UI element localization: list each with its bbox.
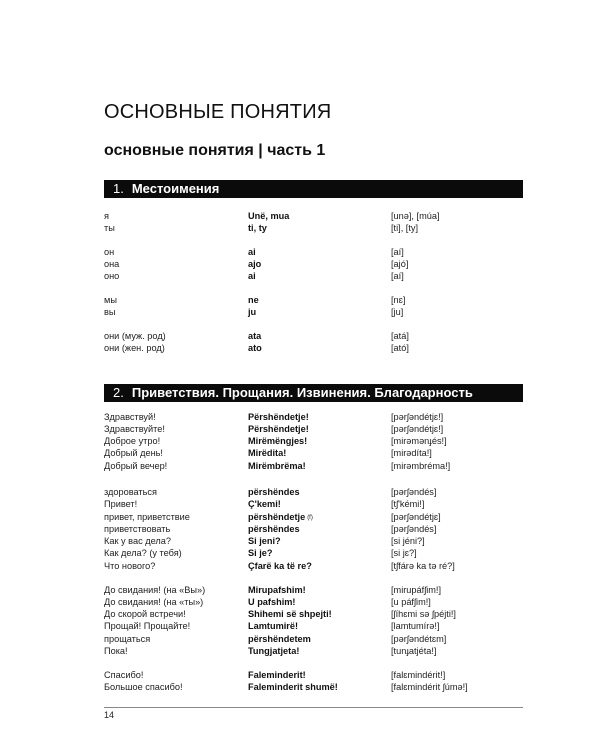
albanian-word: Tungjatjeta! bbox=[248, 646, 300, 656]
albanian-word: Mirupafshim! bbox=[248, 585, 306, 595]
albanian-word: Si jeni? bbox=[248, 536, 281, 546]
albanian-term bbox=[248, 258, 261, 270]
albanian-word: përshëndetem bbox=[248, 634, 311, 644]
russian-term: приветствовать bbox=[104, 524, 171, 534]
transcription: [tunɟatjéta!] bbox=[391, 646, 437, 656]
albanian-word: Mirëdita! bbox=[248, 448, 287, 458]
russian-term: Здравствуй! bbox=[104, 412, 156, 422]
russian-term: Что нового? bbox=[104, 561, 156, 571]
russian-term: Спасибо! bbox=[104, 670, 144, 680]
transcription: [pərʃəndés] bbox=[391, 524, 437, 534]
vocab-row bbox=[0, 411, 600, 423]
albanian-term bbox=[248, 547, 273, 559]
russian-term: я bbox=[104, 211, 109, 221]
vocab-row bbox=[0, 560, 600, 572]
transcription: [ju] bbox=[391, 307, 404, 317]
albanian-term bbox=[248, 560, 312, 572]
section-header-greetings bbox=[104, 384, 523, 402]
albanian-term bbox=[248, 523, 300, 535]
albanian-term bbox=[248, 423, 309, 435]
vocab-row bbox=[0, 681, 600, 693]
vocab-row bbox=[0, 486, 600, 498]
albanian-term bbox=[248, 645, 299, 657]
albanian-word: Faleminderit! bbox=[248, 670, 306, 680]
russian-term: вы bbox=[104, 307, 116, 317]
albanian-word: ajo bbox=[248, 259, 262, 269]
albanian-term bbox=[248, 681, 338, 693]
russian-term: Пока! bbox=[104, 646, 128, 656]
section-number: 1. bbox=[113, 181, 124, 196]
albanian-word: ju bbox=[248, 307, 257, 317]
albanian-term bbox=[248, 608, 332, 620]
albanian-term bbox=[248, 342, 262, 354]
transcription: [aí] bbox=[391, 247, 404, 257]
vocab-row bbox=[0, 596, 600, 608]
vocab-row bbox=[0, 511, 600, 523]
russian-term: До свидания! (на «Вы») bbox=[104, 585, 206, 595]
vocab-row bbox=[0, 330, 600, 342]
transcription: [ató] bbox=[391, 343, 409, 353]
russian-term: Большое спасибо! bbox=[104, 682, 183, 692]
transcription: [pərʃəndétjɛ!] bbox=[391, 424, 444, 434]
russian-term: Как дела? (у тебя) bbox=[104, 548, 182, 558]
albanian-term bbox=[248, 669, 306, 681]
albanian-term bbox=[248, 306, 256, 318]
russian-term: мы bbox=[104, 295, 117, 305]
albanian-word: Përshëndetje! bbox=[248, 412, 309, 422]
section-number: 2. bbox=[113, 385, 124, 400]
albanian-word: përshëndes bbox=[248, 524, 300, 534]
russian-term: она bbox=[104, 259, 120, 269]
albanian-term bbox=[248, 460, 306, 472]
transcription: [mirupáfʃim!] bbox=[391, 585, 442, 595]
transcription: [lamtumírə!] bbox=[391, 621, 440, 631]
vocab-row bbox=[0, 435, 600, 447]
albanian-term bbox=[248, 330, 261, 342]
russian-term: Доброе утро! bbox=[104, 436, 161, 446]
albanian-term bbox=[248, 210, 289, 222]
vocab-row bbox=[0, 270, 600, 282]
albanian-word: ata bbox=[248, 331, 262, 341]
transcription: [ajó] bbox=[391, 259, 409, 269]
russian-term: прощаться bbox=[104, 634, 151, 644]
albanian-word: Ç'kemi! bbox=[248, 499, 281, 509]
russian-term: Привет! bbox=[104, 499, 138, 509]
transcription: [si jéni?] bbox=[391, 536, 425, 546]
albanian-word: U pafshim! bbox=[248, 597, 296, 607]
albanian-term bbox=[248, 633, 311, 645]
transcription: [mirəmbréma!] bbox=[391, 461, 451, 471]
albanian-term bbox=[248, 498, 281, 510]
page-title: ОСНОВНЫЕ ПОНЯТИЯ bbox=[104, 101, 332, 123]
russian-term: он bbox=[104, 247, 115, 257]
vocab-row bbox=[0, 294, 600, 306]
vocab-row bbox=[0, 258, 600, 270]
transcription: [atá] bbox=[391, 331, 409, 341]
albanian-term bbox=[248, 486, 300, 498]
page-number: 14 bbox=[104, 710, 115, 720]
vocab-row bbox=[0, 447, 600, 459]
albanian-word: Unë, mua bbox=[248, 211, 290, 221]
albanian-term bbox=[248, 596, 295, 608]
vocab-row bbox=[0, 523, 600, 535]
section-title: Местоимения bbox=[131, 181, 220, 196]
transcription: [nɛ] bbox=[391, 295, 406, 305]
russian-term: Добрый вечер! bbox=[104, 461, 168, 471]
russian-term: ты bbox=[104, 223, 115, 233]
albanian-word: përshëndetje bbox=[248, 512, 306, 522]
albanian-term bbox=[248, 435, 307, 447]
albanian-word: Mirëmbrëma! bbox=[248, 461, 306, 471]
russian-term: До скорой встречи! bbox=[104, 609, 186, 619]
transcription: [ti], [ty] bbox=[391, 223, 419, 233]
vocab-row bbox=[0, 547, 600, 559]
footer-divider bbox=[104, 707, 523, 708]
russian-term: оно bbox=[104, 271, 120, 281]
vocab-row bbox=[0, 498, 600, 510]
transcription: [mirədíta!] bbox=[391, 448, 432, 458]
albanian-word: ai bbox=[248, 271, 256, 281]
albanian-word: ti, ty bbox=[248, 223, 267, 233]
transcription: [pərʃəndétɛm] bbox=[391, 634, 447, 644]
transcription: [si jɛ?] bbox=[391, 548, 417, 558]
transcription: [pərʃəndétjɛ!] bbox=[391, 412, 444, 422]
russian-term: Здравствуйте! bbox=[104, 424, 165, 434]
vocab-row bbox=[0, 210, 600, 222]
vocab-row bbox=[0, 535, 600, 547]
vocab-row bbox=[0, 306, 600, 318]
vocab-row bbox=[0, 423, 600, 435]
section-header-pronouns bbox=[104, 180, 523, 198]
transcription: [falɛmindérit ʃúmə!] bbox=[391, 682, 468, 692]
vocab-row bbox=[0, 246, 600, 258]
albanian-word: Si je? bbox=[248, 548, 273, 558]
albanian-word: Lamtumirë! bbox=[248, 621, 299, 631]
albanian-term bbox=[248, 411, 309, 423]
albanian-word: Shihemi së shpejti! bbox=[248, 609, 332, 619]
albanian-term bbox=[248, 620, 298, 632]
albanian-word: Mirëmëngjes! bbox=[248, 436, 308, 446]
russian-term: здороваться bbox=[104, 487, 157, 497]
russian-term: До свидания! (на «ты») bbox=[104, 597, 204, 607]
albanian-term bbox=[248, 246, 256, 258]
vocab-row bbox=[0, 620, 600, 632]
transcription: [falɛmindérit!] bbox=[391, 670, 446, 680]
russian-term: они (муж. род) bbox=[104, 331, 166, 341]
transcription: [pərʃəndétjɛ] bbox=[391, 512, 441, 522]
transcription: [tʃ'kémi!] bbox=[391, 499, 425, 509]
albanian-word: Faleminderit shumë! bbox=[248, 682, 338, 692]
section-title: Приветствия. Прощания. Извинения. Благодарность bbox=[131, 385, 473, 400]
albanian-word: ai bbox=[248, 247, 256, 257]
transcription: [u páfʃim!] bbox=[391, 597, 431, 607]
albanian-term bbox=[248, 584, 306, 596]
transcription: [tʃfárə ka tə ré?] bbox=[391, 561, 455, 571]
vocab-row bbox=[0, 633, 600, 645]
transcription: [aí] bbox=[391, 271, 404, 281]
transcription: [unə], [múa] bbox=[391, 211, 440, 221]
transcription: [pərʃəndés] bbox=[391, 487, 437, 497]
albanian-term bbox=[248, 447, 286, 459]
gender-note: (f) bbox=[307, 515, 313, 521]
albanian-term bbox=[248, 535, 281, 547]
russian-term: привет, приветствие bbox=[104, 512, 190, 522]
vocab-row bbox=[0, 222, 600, 234]
vocab-row bbox=[0, 669, 600, 681]
albanian-word: Përshëndetje! bbox=[248, 424, 309, 434]
russian-term: Прощай! Прощайте! bbox=[104, 621, 191, 631]
albanian-word: ato bbox=[248, 343, 262, 353]
albanian-term bbox=[248, 222, 267, 234]
vocab-row bbox=[0, 342, 600, 354]
transcription: [mirəmənɟés!] bbox=[391, 436, 447, 446]
transcription: [ʃíhɛmi sə ʃpéjti!] bbox=[391, 609, 456, 619]
vocab-row bbox=[0, 460, 600, 472]
albanian-word: përshëndes bbox=[248, 487, 300, 497]
albanian-word: Çfarë ka të re? bbox=[248, 561, 312, 571]
page-subtitle: основные понятия | часть 1 bbox=[104, 142, 326, 159]
albanian-term bbox=[248, 270, 256, 282]
vocab-row bbox=[0, 584, 600, 596]
vocab-row bbox=[0, 608, 600, 620]
russian-term: Добрый день! bbox=[104, 448, 163, 458]
albanian-word: ne bbox=[248, 295, 259, 305]
russian-term: они (жен. род) bbox=[104, 343, 165, 353]
russian-term: Как у вас дела? bbox=[104, 536, 171, 546]
albanian-term bbox=[248, 294, 259, 306]
vocab-row bbox=[0, 645, 600, 657]
